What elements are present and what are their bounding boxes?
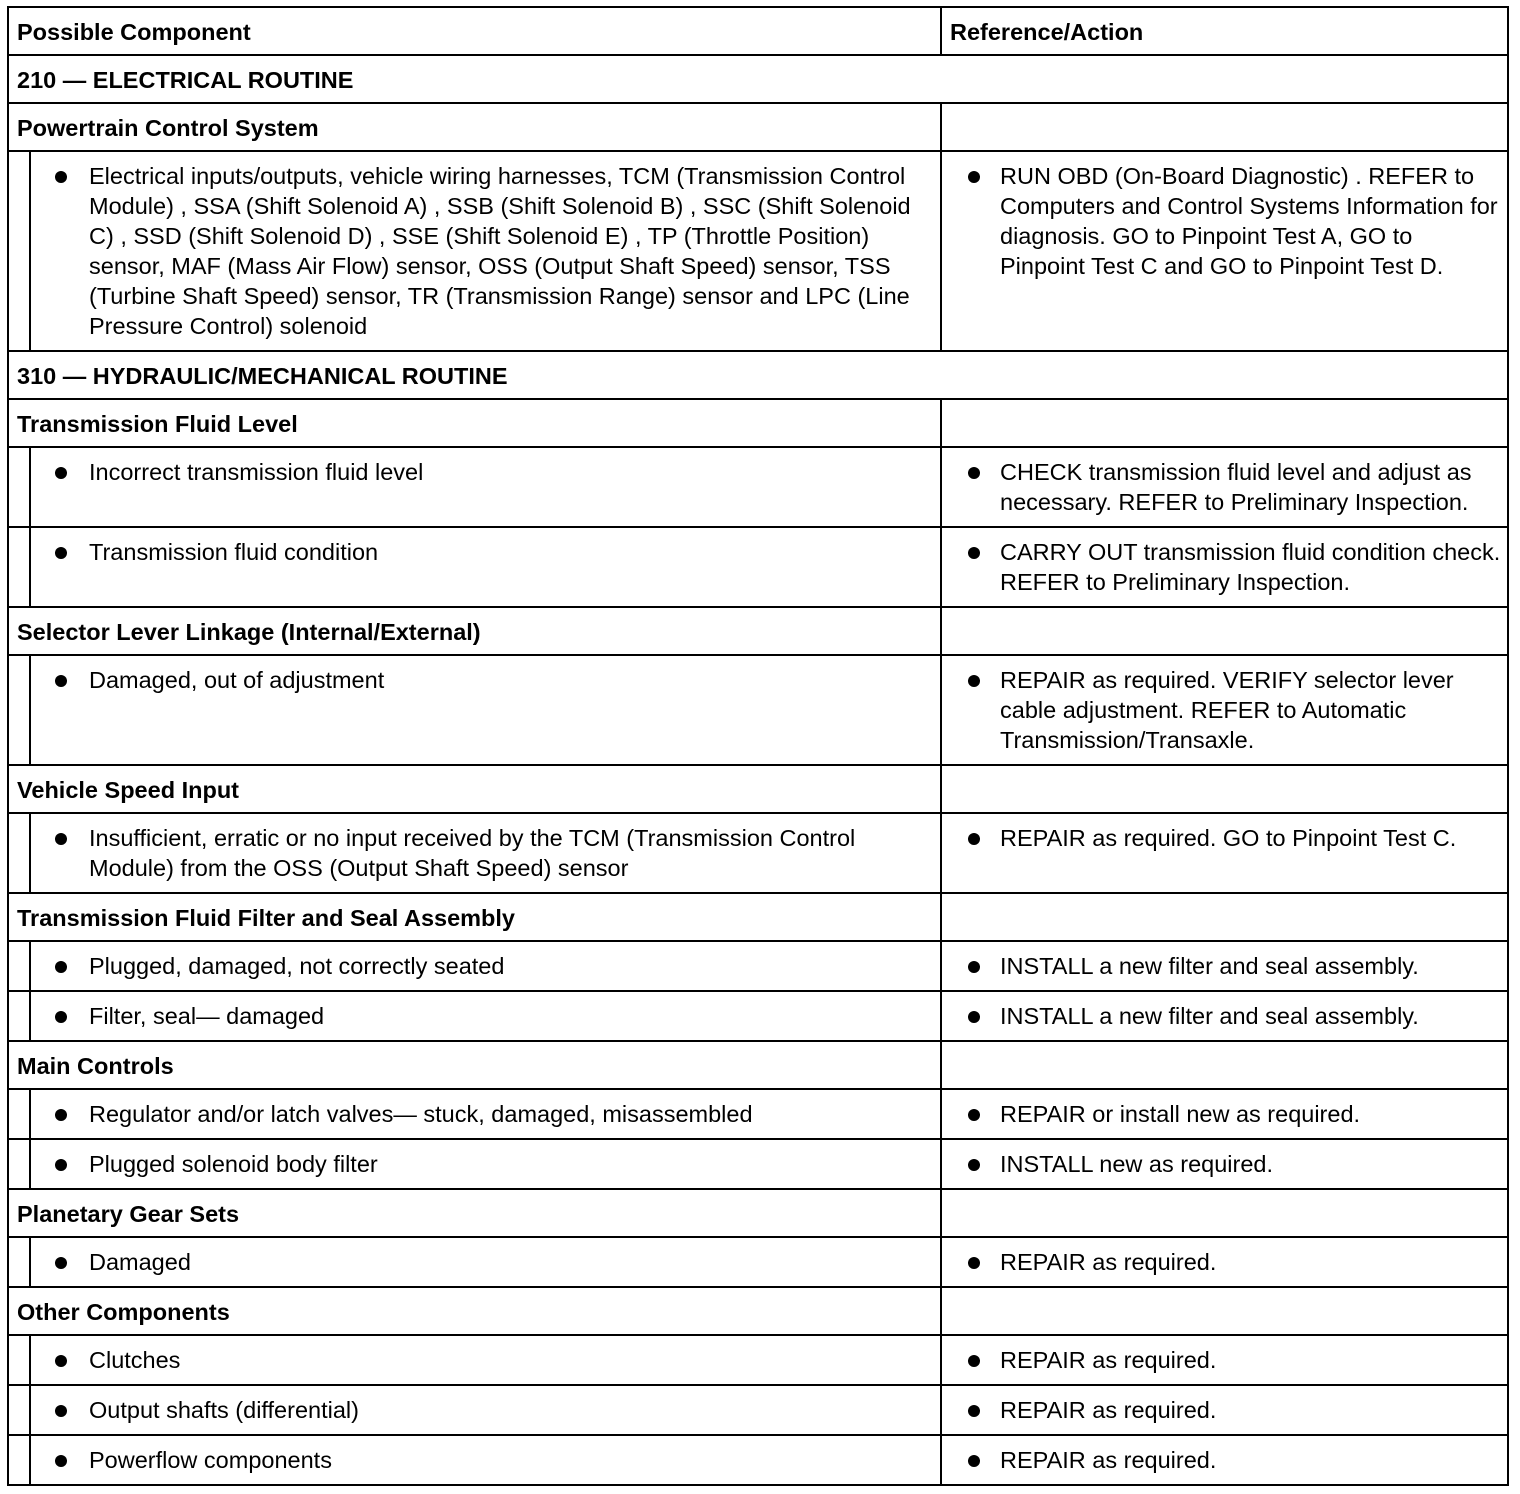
bullet-icon: [968, 1109, 980, 1121]
table-row: [8, 447, 1508, 527]
reference-action-cell: [941, 151, 1508, 351]
reference-action-text: INSTALL a new filter and seal assembly.: [1000, 1003, 1419, 1029]
header-row: [8, 7, 1508, 55]
section-row: [8, 351, 1508, 399]
table-row: [8, 1335, 1508, 1385]
reference-action-text: RUN OBD (On-Board Diagnostic) . REFER to Computers and Control Systems Information for diagnosis. GO to Pinpoint Test A, GO to Pinpoint Test C and GO to Pinpoint Test D.: [1000, 163, 1498, 279]
group-name: Vehicle Speed Input: [8, 765, 941, 813]
group-action-empty: [941, 1041, 1508, 1089]
section-title: 210 — ELECTRICAL ROUTINE: [8, 55, 1508, 103]
bullet-icon: [968, 547, 980, 559]
indent-gutter: [8, 1237, 30, 1287]
group-name: Transmission Fluid Level: [8, 399, 941, 447]
possible-component-text: Damaged, out of adjustment: [89, 667, 385, 693]
reference-action-text: REPAIR as required.: [1000, 1347, 1217, 1373]
header-possible-component: Possible Component: [8, 7, 941, 55]
header-reference-action: Reference/Action: [941, 7, 1508, 55]
group-action-empty: [941, 893, 1508, 941]
diagnosis-table: [7, 6, 1509, 1486]
bullet-icon: [55, 1257, 67, 1269]
bullet-icon: [968, 1257, 980, 1269]
group-row: [8, 1041, 1508, 1089]
possible-component-text: Electrical inputs/outputs, vehicle wiring harnesses, TCM (Transmission Control Module) , SSA (Shift Solenoid A) , SSB (Shift Solenoid B) , SSC (Shift Solenoid C) , SSD (Shift Solenoid D) , SSE (Shift Solenoid E) , TP (Throttle Position) sensor, MAF (Mass Air Flow) sensor, OSS (Output Shaft Speed) sensor, TSS (Turbine Shaft Speed) sensor, TR (Transmission Range) sensor and LPC (Line Pressure Control) solenoid: [89, 163, 911, 339]
group-action-empty: [941, 399, 1508, 447]
possible-component-cell: [30, 1385, 941, 1435]
bullet-icon: [968, 833, 980, 845]
section-row: [8, 55, 1508, 103]
table-row: [8, 813, 1508, 893]
possible-component-cell: [30, 941, 941, 991]
indent-gutter: [8, 1089, 30, 1139]
possible-component-text: Plugged solenoid body filter: [89, 1151, 378, 1177]
reference-action-text: CHECK transmission fluid level and adjust as necessary. REFER to Preliminary Inspection.: [1000, 459, 1472, 515]
group-action-empty: [941, 103, 1508, 151]
group-row: [8, 399, 1508, 447]
bullet-icon: [968, 961, 980, 973]
possible-component-text: Damaged: [89, 1249, 191, 1275]
possible-component-cell: [30, 1435, 941, 1485]
possible-component-cell: [30, 447, 941, 527]
possible-component-text: Regulator and/or latch valves— stuck, damaged, misassembled: [89, 1101, 753, 1127]
group-name: Other Components: [8, 1287, 941, 1335]
bullet-icon: [55, 833, 67, 845]
possible-component-text: Powerflow components: [89, 1447, 332, 1473]
group-name: Selector Lever Linkage (Internal/External): [8, 607, 941, 655]
indent-gutter: [8, 447, 30, 527]
reference-action-text: REPAIR as required.: [1000, 1447, 1217, 1473]
possible-component-cell: [30, 1139, 941, 1189]
table-row: [8, 151, 1508, 351]
bullet-icon: [968, 1455, 980, 1467]
reference-action-cell: [941, 527, 1508, 607]
group-name: Planetary Gear Sets: [8, 1189, 941, 1237]
reference-action-cell: [941, 447, 1508, 527]
possible-component-cell: [30, 151, 941, 351]
reference-action-cell: [941, 1435, 1508, 1485]
reference-action-text: REPAIR as required. GO to Pinpoint Test C.: [1000, 825, 1457, 851]
bullet-icon: [55, 1109, 67, 1121]
reference-action-cell: [941, 655, 1508, 765]
table-row: [8, 991, 1508, 1041]
table-row: [8, 1237, 1508, 1287]
group-action-empty: [941, 1189, 1508, 1237]
group-row: [8, 1287, 1508, 1335]
bullet-icon: [55, 1455, 67, 1467]
bullet-icon: [968, 675, 980, 687]
reference-action-text: INSTALL a new filter and seal assembly.: [1000, 953, 1419, 979]
group-action-empty: [941, 765, 1508, 813]
indent-gutter: [8, 1139, 30, 1189]
group-action-empty: [941, 607, 1508, 655]
reference-action-cell: [941, 1385, 1508, 1435]
bullet-icon: [968, 171, 980, 183]
indent-gutter: [8, 1435, 30, 1485]
table-row: [8, 1139, 1508, 1189]
reference-action-cell: [941, 1139, 1508, 1189]
reference-action-text: REPAIR or install new as required.: [1000, 1101, 1361, 1127]
possible-component-text: Transmission fluid condition: [89, 539, 379, 565]
table-row: [8, 1089, 1508, 1139]
bullet-icon: [968, 1159, 980, 1171]
bullet-icon: [968, 1011, 980, 1023]
bullet-icon: [55, 961, 67, 973]
indent-gutter: [8, 151, 30, 351]
reference-action-text: REPAIR as required. VERIFY selector lever cable adjustment. REFER to Automatic Transmission/Transaxle.: [1000, 667, 1454, 753]
group-name: Powertrain Control System: [8, 103, 941, 151]
reference-action-cell: [941, 813, 1508, 893]
group-action-empty: [941, 1287, 1508, 1335]
possible-component-text: Plugged, damaged, not correctly seated: [89, 953, 505, 979]
possible-component-text: Filter, seal— damaged: [89, 1003, 325, 1029]
possible-component-cell: [30, 991, 941, 1041]
indent-gutter: [8, 1335, 30, 1385]
section-title: 310 — HYDRAULIC/MECHANICAL ROUTINE: [8, 351, 1508, 399]
bullet-icon: [55, 547, 67, 559]
bullet-icon: [55, 171, 67, 183]
bullet-icon: [55, 1159, 67, 1171]
group-row: [8, 893, 1508, 941]
possible-component-text: Incorrect transmission fluid level: [89, 459, 424, 485]
group-row: [8, 607, 1508, 655]
group-row: [8, 103, 1508, 151]
reference-action-cell: [941, 1335, 1508, 1385]
table-row: [8, 655, 1508, 765]
bullet-icon: [55, 1405, 67, 1417]
reference-action-cell: [941, 1089, 1508, 1139]
indent-gutter: [8, 527, 30, 607]
table-row: [8, 1435, 1508, 1485]
reference-action-cell: [941, 941, 1508, 991]
group-name: Transmission Fluid Filter and Seal Assembly: [8, 893, 941, 941]
possible-component-text: Insufficient, erratic or no input received by the TCM (Transmission Control Module) from the OSS (Output Shaft Speed) sensor: [89, 825, 856, 881]
possible-component-cell: [30, 1335, 941, 1385]
possible-component-cell: [30, 527, 941, 607]
reference-action-text: REPAIR as required.: [1000, 1249, 1217, 1275]
table-row: [8, 941, 1508, 991]
group-row: [8, 765, 1508, 813]
possible-component-text: Output shafts (differential): [89, 1397, 359, 1423]
indent-gutter: [8, 813, 30, 893]
indent-gutter: [8, 991, 30, 1041]
possible-component-cell: [30, 813, 941, 893]
group-row: [8, 1189, 1508, 1237]
bullet-icon: [968, 1405, 980, 1417]
reference-action-cell: [941, 1237, 1508, 1287]
table-row: [8, 527, 1508, 607]
indent-gutter: [8, 1385, 30, 1435]
possible-component-cell: [30, 1237, 941, 1287]
possible-component-cell: [30, 655, 941, 765]
bullet-icon: [968, 1355, 980, 1367]
bullet-icon: [55, 1011, 67, 1023]
bullet-icon: [55, 467, 67, 479]
table-row: [8, 1385, 1508, 1435]
possible-component-cell: [30, 1089, 941, 1139]
bullet-icon: [55, 675, 67, 687]
diagnosis-table-body: [8, 7, 1508, 1485]
indent-gutter: [8, 655, 30, 765]
indent-gutter: [8, 941, 30, 991]
reference-action-text: REPAIR as required.: [1000, 1397, 1217, 1423]
reference-action-cell: [941, 991, 1508, 1041]
bullet-icon: [55, 1355, 67, 1367]
bullet-icon: [968, 467, 980, 479]
possible-component-text: Clutches: [89, 1347, 181, 1373]
reference-action-text: CARRY OUT transmission fluid condition check. REFER to Preliminary Inspection.: [1000, 539, 1501, 595]
reference-action-text: INSTALL new as required.: [1000, 1151, 1273, 1177]
group-name: Main Controls: [8, 1041, 941, 1089]
